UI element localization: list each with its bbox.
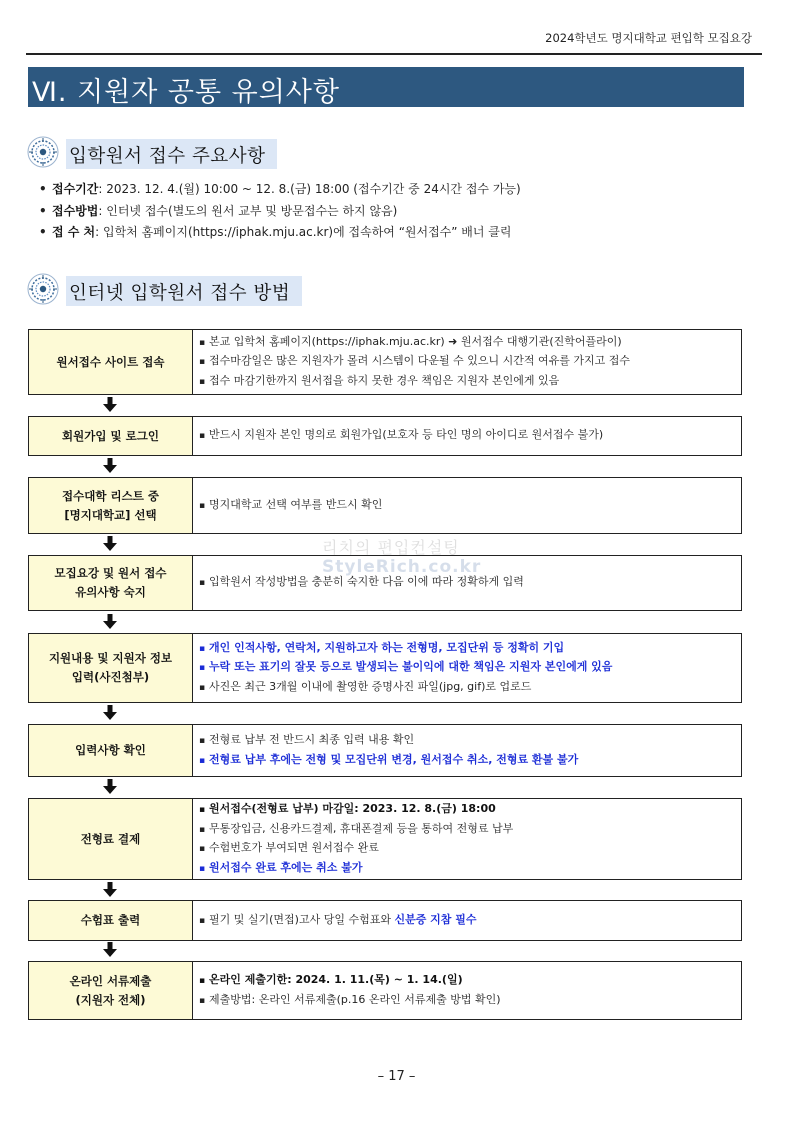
- step-description: [193, 417, 741, 455]
- step-detail-line: ▪ 원서접수 완료 후에는 취소 불가: [199, 859, 741, 879]
- step-description: [193, 901, 741, 940]
- chapter-banner: [28, 67, 744, 107]
- step-label-line: [명지대학교] 선택: [64, 507, 157, 522]
- flow-step-signup-login: [28, 416, 742, 456]
- application-summary-list: [39, 179, 759, 244]
- step-label-line: 유의사항 숙지: [75, 585, 146, 599]
- step-detail-line: ▪ 제출방법: 온라인 서류제출(p.16 온라인 서류제출 방법 확인): [199, 991, 741, 1011]
- watermark-line: 리치의 편입컨설팅: [322, 538, 460, 557]
- step-description: [193, 634, 741, 702]
- flow-step-print-ticket: [28, 900, 742, 941]
- step-detail-line: ▪ 본교 입학처 홈페이지(https://iphak.mju.ac.kr) ➜ 원서접수 대행기관(진학어플라이): [199, 333, 741, 353]
- step-detail-line: ▪ 개인 인적사항, 연락처, 지원하고자 하는 전형명, 모집단위 등 정확히 기입: [199, 639, 741, 659]
- section-title-box: [66, 139, 277, 169]
- section-heading-application-summary: [27, 135, 327, 171]
- step-description: [193, 478, 741, 533]
- step-detail-line: ▪ 수험번호가 부여되면 원서접수 완료: [199, 839, 741, 859]
- step-detail-line: ▪ 전형료 납부 전 반드시 최종 입력 내용 확인: [199, 731, 741, 751]
- step-description: [193, 725, 741, 776]
- section-heading-internet-application: [27, 272, 327, 308]
- step-label: [29, 417, 193, 455]
- step-label-line: 원서접수 사이트 접속: [56, 354, 165, 369]
- bullet-dot-icon: •: [39, 203, 47, 218]
- flow-step-select-university: [28, 477, 742, 534]
- arrow-down-icon: [103, 614, 117, 630]
- arrow-down-icon: [103, 882, 117, 898]
- step-detail-line: ▪ 누락 또는 표기의 잘못 등으로 발생되는 불이익에 대한 책임은 지원자 본인에게 있음: [199, 658, 741, 678]
- step-detail-line: [199, 911, 741, 931]
- summary-item-office: [39, 222, 759, 244]
- watermark-line: StyleRich.co.kr: [322, 557, 482, 577]
- step-description: [193, 799, 741, 879]
- step-label: [29, 634, 193, 702]
- arrow-down-icon: [103, 942, 117, 958]
- bullet-dot-icon: •: [39, 225, 47, 239]
- step-detail-line: ▪ 명지대학교 선택 여부를 반드시 확인: [199, 496, 741, 516]
- arrow-down-icon: [103, 458, 117, 474]
- step-label: [29, 556, 193, 610]
- bullet-dot-icon: •: [39, 182, 47, 196]
- step-description: [193, 330, 741, 394]
- step-detail-line: ▪ 입학원서 작성방법을 충분히 숙지한 다음 이에 따라 정확하게 입력: [199, 573, 741, 593]
- summary-text: : 2023. 12. 4.(월) 10:00 ~ 12. 8.(금) 18:00 (접수기간 중 24시간 접수 가능): [98, 182, 521, 196]
- step-label-line: 수험표 출력: [80, 913, 141, 927]
- summary-item-method: [39, 201, 759, 223]
- section-title-box: [66, 276, 302, 306]
- running-header: 2024학년도 명지대학교 편입학 모집요강: [545, 31, 752, 45]
- summary-item-period: [39, 179, 759, 201]
- header-rule: [26, 53, 762, 55]
- step-label: [29, 478, 193, 533]
- step-detail-text: 필기 및 실기(면접)고사 당일 수험표와: [209, 912, 395, 926]
- flow-step-read-guidelines: [28, 555, 742, 611]
- flow-step-enter-info: [28, 633, 742, 703]
- step-label: [29, 799, 193, 879]
- step-label: [29, 962, 193, 1019]
- step-detail-line: ▪ 접수 마감기한까지 원서접을 하지 못한 경우 책임은 지원자 본인에게 있음: [199, 372, 741, 392]
- arrow-down-icon: [103, 779, 117, 795]
- summary-text: : 인터넷 접수(별도의 원서 교부 및 방문접수는 하지 않음): [98, 203, 398, 218]
- section-title: 인터넷 입학원서 접수 방법: [69, 283, 291, 304]
- section-title: 입학원서 접수 주요사항: [69, 146, 266, 167]
- step-label-line: 전형료 결제: [80, 831, 141, 846]
- step-detail-line: ▪ 전형료 납부 후에는 전형 및 모집단위 변경, 원서접수 취소, 전형료 환불 불가: [199, 751, 741, 771]
- summary-label: 접수방법: [52, 203, 99, 218]
- step-detail-line: ▪ 무통장입금, 신용카드결제, 휴대폰결제 등을 통하여 전형료 납부: [199, 820, 741, 840]
- step-label: [29, 725, 193, 776]
- step-label-line: 온라인 서류제출: [69, 973, 152, 988]
- step-label: [29, 901, 193, 940]
- flow-step-confirm-input: [28, 724, 742, 777]
- step-detail-line: ▪ 사진은 최근 3개월 이내에 촬영한 증명사진 파일(jpg, gif)로 업로드: [199, 678, 741, 698]
- ornament-medallion-icon: [27, 273, 59, 305]
- page-number: – 17 –: [377, 1069, 416, 1084]
- arrow-down-icon: [103, 397, 117, 413]
- chapter-title: Ⅵ. 지원자 공통 유의사항: [32, 77, 340, 108]
- arrow-down-icon: [103, 705, 117, 721]
- step-detail-line: ▪ 원서접수(전형료 납부) 마감일: 2023. 12. 8.(금) 18:00: [199, 800, 741, 820]
- flow-step-site-access: [28, 329, 742, 395]
- summary-text: : 입학처 홈페이지(https://iphak.mju.ac.kr)에 접속하여 “원서접수” 배너 클릭: [95, 225, 512, 239]
- flow-step-payment: [28, 798, 742, 880]
- summary-label: 접수기간: [52, 182, 99, 196]
- step-label-line: 회원가입 및 로그인: [62, 428, 159, 443]
- step-detail-line: ▪ 반드시 지원자 본인 명의로 회원가입(보호자 등 타인 명의 아이디로 원서접수 불가): [199, 426, 741, 446]
- step-label-line: 모집요강 및 원서 접수: [54, 566, 167, 580]
- step-label-line: 접수대학 리스트 중: [62, 488, 159, 503]
- step-label: [29, 330, 193, 394]
- step-label-line: (지원자 전체): [75, 992, 146, 1007]
- step-detail-line: ▪ 온라인 제출기한: 2024. 1. 11.(목) ~ 1. 14.(일): [199, 971, 741, 991]
- step-description: [193, 962, 741, 1019]
- step-label-line: 입력(사진첨부): [71, 670, 150, 684]
- step-detail-emphasis: 신분증 지참 필수: [394, 912, 477, 926]
- flow-step-online-documents: [28, 961, 742, 1020]
- arrow-down-icon: [103, 536, 117, 552]
- ornament-medallion-icon: [27, 136, 59, 168]
- summary-label: 접 수 처: [52, 225, 96, 239]
- step-description: [193, 556, 741, 610]
- step-label-line: 입력사항 확인: [75, 743, 146, 757]
- step-label-line: 지원내용 및 지원자 정보: [48, 651, 173, 665]
- step-detail-line: ▪ 접수마감일은 많은 지원자가 몰려 시스템이 다운될 수 있으니 시간적 여유를 가지고 접수: [199, 352, 741, 372]
